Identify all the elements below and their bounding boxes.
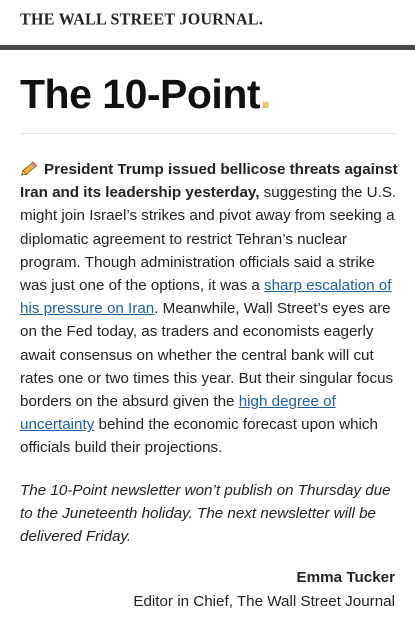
body-text-3: behind the economic forecast upon which officials build their projections. — [20, 416, 378, 457]
title-dot: . — [260, 71, 271, 117]
title-divider — [20, 133, 395, 134]
body-text-2: . Meanwhile, Wall Street’s eyes are on the Fed today, as traders and economists eagerly await consensus on whether the central bank will cut rates one or two times this year. But their singular focus borders on the absurd given the — [20, 300, 394, 411]
body-text-1: suggesting the U.S. might join Israel’s strikes and pivot away from seeking a diplomatic agreement to restrict Tehran’s nuclear program. Though administration officials said a strike was just one of the options, it was a — [20, 184, 397, 295]
pencil-icon — [20, 159, 40, 177]
link-iran-pressure[interactable]: sharp escalation of his pressure on Iran — [20, 277, 392, 318]
article-body — [20, 158, 400, 460]
masthead-logo[interactable]: THE WALL STREET JOURNAL. — [20, 11, 264, 29]
signature-name: Emma Tucker — [296, 569, 395, 586]
article-paragraph — [20, 158, 400, 460]
newsletter-title-text: The 10-Point — [20, 71, 261, 117]
masthead-divider — [0, 45, 415, 50]
holiday-note: The 10-Point newsletter won’t publish on Thursday due to the Juneteenth holiday. The next newsletter will be delivered Friday. — [20, 482, 391, 546]
lead-sentence: President Trump issued bellicose threats against Iran and its leadership yesterday, — [20, 161, 398, 202]
newsletter-title — [20, 70, 271, 118]
link-uncertainty[interactable]: high degree of uncertainty — [20, 393, 336, 434]
signature-role: Editor in Chief, The Wall Street Journal — [133, 593, 395, 610]
